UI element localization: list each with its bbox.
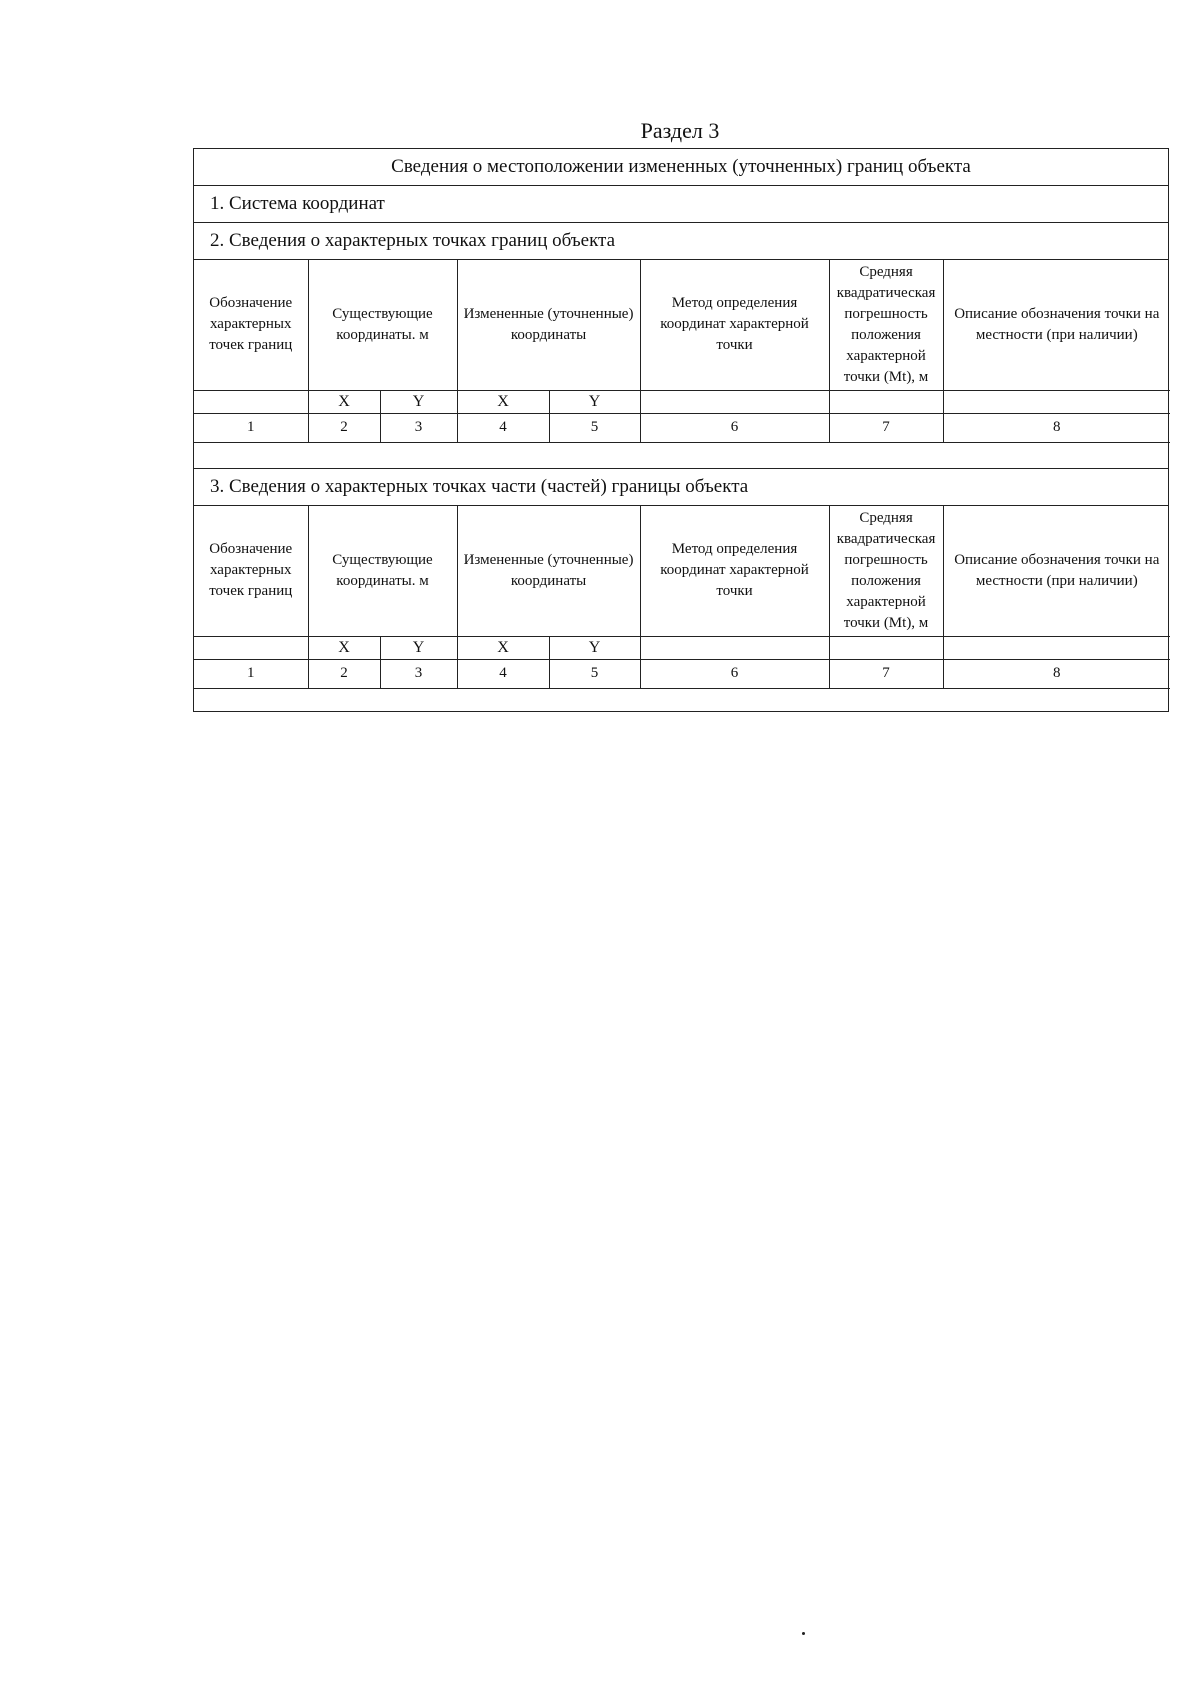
axis-cell-empty: [194, 636, 308, 659]
axis-y-existing: Y: [380, 636, 457, 659]
axis-y-changed: Y: [549, 636, 640, 659]
axis-row: [194, 636, 1170, 659]
empty-data-row: [194, 688, 1170, 711]
form-heading: Сведения о местоположении измененных (уточненных) границ объекта: [194, 149, 1168, 186]
axis-x-existing: X: [308, 636, 380, 659]
axis-y-existing: Y: [380, 390, 457, 413]
axis-y-changed: Y: [549, 390, 640, 413]
column-number: 5: [549, 413, 640, 442]
header-existing-coordinates: Существующие координаты. м: [308, 260, 457, 390]
part-boundary-points-table: [194, 506, 1170, 711]
column-number: 7: [829, 659, 943, 688]
table-header-row: [194, 506, 1170, 636]
boundary-points-heading: 2. Сведения о характерных точках границ объекта: [194, 223, 1168, 260]
axis-cell-empty: [943, 636, 1170, 659]
part-boundary-points-heading: 3. Сведения о характерных точках части (частей) границы объекта: [194, 469, 1168, 506]
column-number: 4: [457, 659, 549, 688]
axis-cell-empty: [943, 390, 1170, 413]
axis-cell-empty: [640, 390, 829, 413]
axis-row: [194, 390, 1170, 413]
column-number: 5: [549, 659, 640, 688]
axis-x-existing: X: [308, 390, 380, 413]
empty-data-row: [194, 442, 1170, 465]
header-description: Описание обозначения точки на местности (при наличии): [943, 506, 1170, 636]
header-point-designation: Обозначение характерных точек границ: [194, 260, 308, 390]
axis-cell-empty: [829, 636, 943, 659]
axis-x-changed: X: [457, 636, 549, 659]
column-number-row: [194, 413, 1170, 442]
empty-cell: [194, 442, 1170, 465]
column-number-row: [194, 659, 1170, 688]
column-number: 3: [380, 659, 457, 688]
header-mean-error: Средняя квадратическая погрешность положения характерной точки (Mt), м: [829, 260, 943, 390]
column-number: 8: [943, 659, 1170, 688]
column-number: 4: [457, 413, 549, 442]
header-method: Метод определения координат характерной точки: [640, 260, 829, 390]
axis-cell-empty: [194, 390, 308, 413]
column-number: 6: [640, 659, 829, 688]
coordinate-system-row: 1. Система координат: [194, 186, 1168, 223]
column-number: 8: [943, 413, 1170, 442]
table-header-row: [194, 260, 1170, 390]
boundary-points-table: [194, 260, 1170, 465]
header-changed-coordinates: Измененные (уточненные) координаты: [457, 260, 640, 390]
header-existing-coordinates: Существующие координаты. м: [308, 506, 457, 636]
empty-cell: [194, 688, 1170, 711]
form-frame: [193, 148, 1169, 712]
scan-speck: [802, 1632, 805, 1635]
header-changed-coordinates: Измененные (уточненные) координаты: [457, 506, 640, 636]
axis-x-changed: X: [457, 390, 549, 413]
column-number: 3: [380, 413, 457, 442]
column-number: 1: [194, 659, 308, 688]
column-number: 2: [308, 413, 380, 442]
column-number: 7: [829, 413, 943, 442]
section-title: Раздел 3: [640, 118, 720, 143]
header-description: Описание обозначения точки на местности (при наличии): [943, 260, 1170, 390]
axis-cell-empty: [829, 390, 943, 413]
header-point-designation: Обозначение характерных точек границ: [194, 506, 308, 636]
header-method: Метод определения координат характерной точки: [640, 506, 829, 636]
column-number: 1: [194, 413, 308, 442]
column-number: 6: [640, 413, 829, 442]
column-number: 2: [308, 659, 380, 688]
axis-cell-empty: [640, 636, 829, 659]
header-mean-error: Средняя квадратическая погрешность положения характерной точки (Mt), м: [829, 506, 943, 636]
